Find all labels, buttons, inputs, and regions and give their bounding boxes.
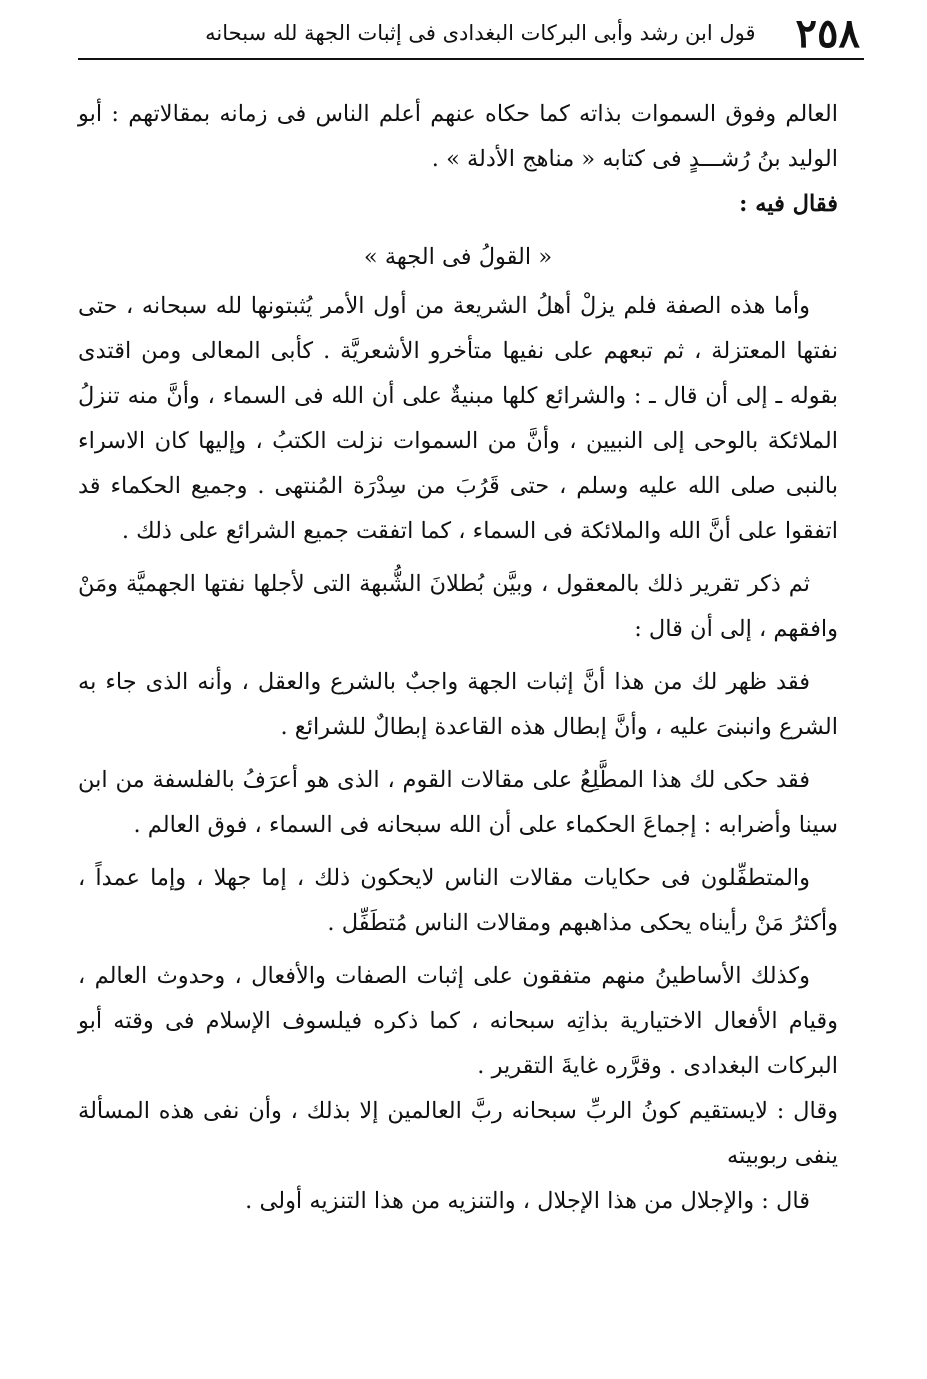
paragraph-continuation: العالم وفوق السموات بذاته كما حكاه عنهم أعلم الناس فى زمانه بمقالاتهم : أبو الوليد بنُ رُشـــدٍ فى كتابه « مناهج الأدلة » . [78, 101, 838, 172]
running-title: قول ابن رشد وأبى البركات البغدادى فى إثبات الجهة لله سبحانه [205, 21, 756, 45]
paragraph-conclusion: فقد ظهر لك من هذا أنَّ إثبات الجهة واجبٌ بالشرع والعقل ، وأنه الذى جاء به الشرع وانبنىَ عليه ، وأنَّ إبطال هذه القاعدة إبطالٌ للشرائع . [78, 669, 838, 740]
paragraph-lordship: وقال : لايستقيم كونُ الربِّ سبحانه ربَّ العالمين إلا بذلك ، وأن نفى هذه المسألة ينفى ربوبيته [78, 1098, 838, 1169]
page-header [60, 10, 860, 56]
header-rule [78, 58, 864, 60]
section-heading: « القولُ فى الجهة » [363, 244, 553, 270]
paragraph-intruders: والمتطفِّلون فى حكايات مقالات الناس لايحكون ذلك ، إما جهلا ، وإما عمداً ، وأكثرُ مَنْ رأيناه يحكى مذاهبهم ومقالات الناس مُتطَفِّل . [78, 865, 838, 936]
paragraph-proof: ثم ذكر تقرير ذلك بالمعقول ، وبيَّن بُطلانَ الشُّبهة التى لأجلها نفتها الجهميَّة ومَنْ وافقهم ، إلى أن قال : [78, 571, 838, 642]
page-number: ٢٥٨ [795, 9, 860, 57]
page-body [78, 92, 838, 1224]
paragraph-final-quote: قال : والإجلال من هذا الإجلال ، والتنزيه من هذا التنزيه أولى . [245, 1188, 810, 1214]
paragraph-pillars: وكذلك الأساطينُ منهم متفقون على إثبات الصفات والأفعال ، وحدوث العالم ، وقيام الأفعال الاختيارية بذاتِه سبحانه ، كما ذكره فيلسوف الإسلام فى وقته أبو البركات البغدادى . وقرَّره غايةَ التقرير . [78, 963, 838, 1079]
paragraph-ibn-rushd-quote: وأما هذه الصفة فلم يزلْ أهلُ الشريعة من أول الأمر يُثبتونها لله سبحانه ، حتى نفتها المعتزلة ، ثم تبعهم على نفيها متأخرو الأشعريَّة . كأبى المعالى ومن اقتدى بقوله ـ إلى أن قال ـ : والشرائع كلها مبنيةٌ على أن الله فى السماء ، وأنَّ منه تنزلُ الملائكة بالوحى إلى النبيين ، وأنَّ من السموات نزلت الكتبُ ، وإليها كان الاسراء بالنبى صلى الله عليه وسلم ، حتى قَرُبَ من سِدْرَة المُنتهى . وجميع الحكماء قد اتفقوا على أنَّ الله والملائكة فى السماء ، كما اتفقت جميع الشرائع على ذلك . [78, 293, 838, 544]
paragraph-quote-intro: فقال فيه : [739, 191, 838, 217]
paragraph-consensus: فقد حكى لك هذا المطَّلِعُ على مقالات القوم ، الذى هو أعرَفُ بالفلسفة من ابن سينا وأضرابه : إجماعَ الحكماء على أن الله سبحانه فى السماء ، فوق العالم . [78, 767, 838, 838]
